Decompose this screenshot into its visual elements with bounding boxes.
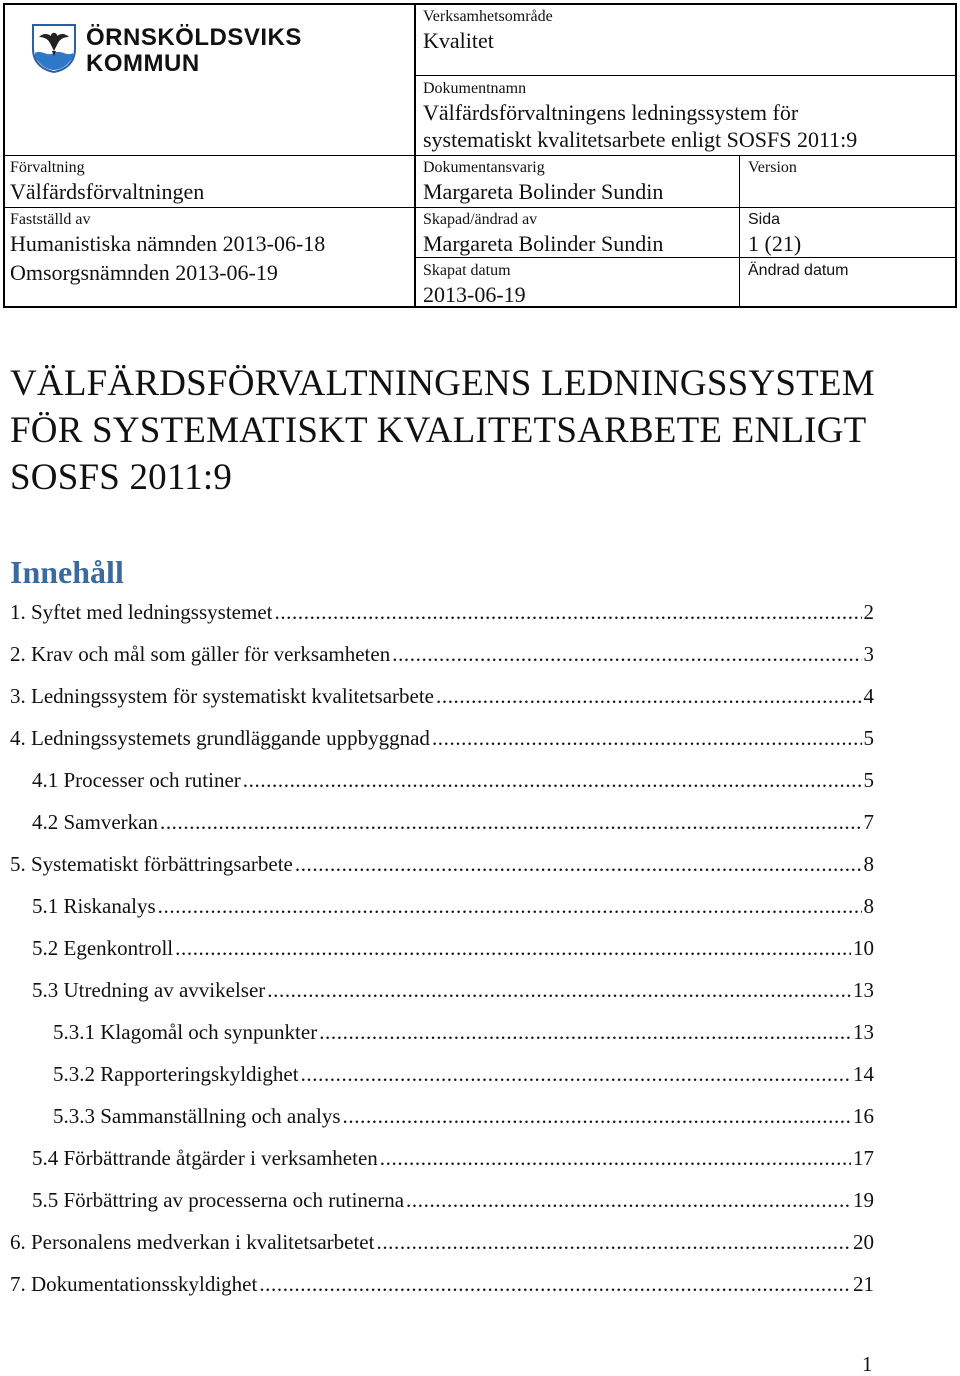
toc-entry-title: 5.3.1 Klagomål och synpunkter (53, 1020, 318, 1044)
table-line (3, 155, 415, 156)
toc-entry-title: 4.1 Processer och rutiner (32, 768, 241, 792)
toc-entry-page: 16 (853, 1104, 874, 1128)
table-line (414, 155, 957, 156)
toc-entry-page: 5 (863, 726, 874, 750)
toc-entry[interactable] (32, 1186, 874, 1214)
toc-entry-page: 10 (853, 936, 874, 960)
verksamhetsomrade-value: Kvalitet (423, 28, 494, 53)
sida-label: Sida (748, 211, 781, 228)
logo-name-line1: ÖRNSKÖLDSVIKS (86, 24, 302, 51)
toc-entry-title: 1. Syftet med ledningssystemet (10, 600, 273, 624)
toc-entry-page: 7 (863, 810, 874, 834)
municipality-logo (31, 23, 302, 83)
version-label: Version (748, 159, 797, 176)
dokumentnamn-value-line1: Välfärdsförvaltningens ledningssystem för (423, 100, 799, 125)
toc-entry-title: 6. Personalens medverkan i kvalitetsarbetet (10, 1230, 375, 1254)
toc-entry[interactable] (32, 1144, 874, 1172)
toc-entry[interactable] (32, 766, 874, 794)
verksamhetsomrade-label: Verksamhetsområde (423, 8, 553, 25)
toc-leader (160, 808, 862, 836)
table-divider-version (739, 155, 740, 308)
toc-entry[interactable] (10, 598, 874, 626)
toc-entry-title: 4.2 Samverkan (32, 810, 158, 834)
table-border-top (3, 3, 957, 5)
coat-of-arms-icon (31, 23, 77, 73)
logo-name-line2: KOMMUN (86, 50, 200, 77)
toc-entry[interactable] (32, 976, 874, 1004)
toc-leader (436, 682, 862, 710)
toc-entry-page: 13 (853, 978, 874, 1002)
document-title-line3: SOSFS 2011:9 (10, 457, 233, 498)
toc-entry[interactable] (53, 1102, 874, 1130)
toc-entry-title: 5.1 Riskanalys (32, 894, 156, 918)
toc-heading: Innehåll (10, 554, 124, 590)
document-title-line1: VÄLFÄRDSFÖRVALTNINGENS LEDNINGSSYSTEM (10, 363, 875, 404)
forvaltning-value: Välfärdsförvaltningen (10, 179, 205, 204)
toc-entry-page: 19 (853, 1188, 874, 1212)
toc-entry[interactable] (10, 850, 874, 878)
toc-leader (380, 1144, 851, 1172)
toc-leader (319, 1018, 851, 1046)
toc-entry[interactable] (32, 808, 874, 836)
document-title-line2: FÖR SYSTEMATISKT KVALITETSARBETE ENLIGT (10, 410, 867, 451)
dokumentansvarig-label: Dokumentansvarig (423, 159, 545, 176)
toc-entry-page: 4 (863, 684, 874, 708)
toc-entry-title: 3. Ledningssystem för systematiskt kvalitetsarbete (10, 684, 434, 708)
toc-entry[interactable] (10, 682, 874, 710)
toc-entry-title: 5.3.2 Rapporteringskyldighet (53, 1062, 299, 1086)
table-line (414, 75, 957, 76)
sida-value: 1 (21) (748, 231, 802, 256)
toc-leader (406, 1186, 851, 1214)
toc-entry-page: 8 (863, 852, 874, 876)
toc-entry[interactable] (53, 1060, 874, 1088)
toc-leader (158, 892, 862, 920)
toc-entry-title: 5.2 Egenkontroll (32, 936, 174, 960)
logo-text (86, 25, 302, 77)
toc-entry[interactable] (32, 892, 874, 920)
toc-leader (343, 1102, 851, 1130)
toc-entry-title: 2. Krav och mål som gäller för verksamheten (10, 642, 391, 666)
table-line (3, 207, 415, 208)
toc-leader (175, 934, 851, 962)
dokumentansvarig-value: Margareta Bolinder Sundin (423, 179, 664, 204)
toc-entry-page: 17 (853, 1146, 874, 1170)
dokumentnamn-label: Dokumentnamn (423, 80, 527, 97)
faststalld-value-line1: Humanistiska nämnden 2013-06-18 (10, 231, 326, 256)
toc-entry[interactable] (10, 1270, 874, 1298)
document-header-table (3, 3, 957, 308)
toc-entry[interactable] (10, 1228, 874, 1256)
toc-leader (392, 640, 861, 668)
toc-leader (376, 1228, 851, 1256)
toc-entry-page: 14 (853, 1062, 874, 1086)
toc-entry-page: 8 (863, 894, 874, 918)
toc-entry-title: 5.5 Förbättring av processerna och rutinerna (32, 1188, 405, 1212)
faststalld-value-line2: Omsorgsnämnden 2013-06-19 (10, 260, 278, 285)
table-line (414, 257, 957, 258)
toc-entry-page: 21 (853, 1272, 874, 1296)
table-line (414, 207, 957, 208)
faststalld-label: Fastställd av (10, 211, 91, 228)
toc-entry-title: 5.3 Utredning av avvikelser (32, 978, 266, 1002)
toc-entry-page: 3 (863, 642, 874, 666)
skapat-datum-value: 2013-06-19 (423, 282, 526, 307)
toc-entry[interactable] (10, 724, 874, 752)
toc-entry-page: 20 (853, 1230, 874, 1254)
toc-leader (259, 1270, 851, 1298)
toc-entry-page: 5 (863, 768, 874, 792)
toc-leader (301, 1060, 851, 1088)
toc-entry-title: 4. Ledningssystemets grundläggande uppbyggnad (10, 726, 430, 750)
toc-entry-title: 5. Systematiskt förbättringsarbete (10, 852, 293, 876)
toc-leader (432, 724, 862, 752)
skapad-andrad-label: Skapad/ändrad av (423, 211, 538, 228)
toc-entry[interactable] (53, 1018, 874, 1046)
dokumentnamn-value-line2: systematiskt kvalitetsarbete enligt SOSFS 2011:9 (423, 127, 858, 152)
toc-leader (295, 850, 862, 878)
document-title (10, 360, 940, 501)
skapad-andrad-value: Margareta Bolinder Sundin (423, 231, 664, 256)
toc-entry-title: 7. Dokumentationsskyldighet (10, 1272, 258, 1296)
toc-leader (243, 766, 862, 794)
toc-leader (274, 598, 861, 626)
toc-entry-title: 5.3.3 Sammanställning och analys (53, 1104, 341, 1128)
toc-leader (267, 976, 851, 1004)
toc-entry-title: 5.4 Förbättrande åtgärder i verksamheten (32, 1146, 378, 1170)
skapat-datum-label: Skapat datum (423, 262, 511, 279)
toc-entry[interactable] (32, 934, 874, 962)
forvaltning-label: Förvaltning (10, 159, 85, 176)
page-number: 1 (862, 1352, 873, 1376)
toc-entry[interactable] (10, 640, 874, 668)
toc-entry-page: 13 (853, 1020, 874, 1044)
andrad-datum-label: Ändrad datum (748, 262, 849, 279)
toc-entry-page: 2 (863, 600, 874, 624)
